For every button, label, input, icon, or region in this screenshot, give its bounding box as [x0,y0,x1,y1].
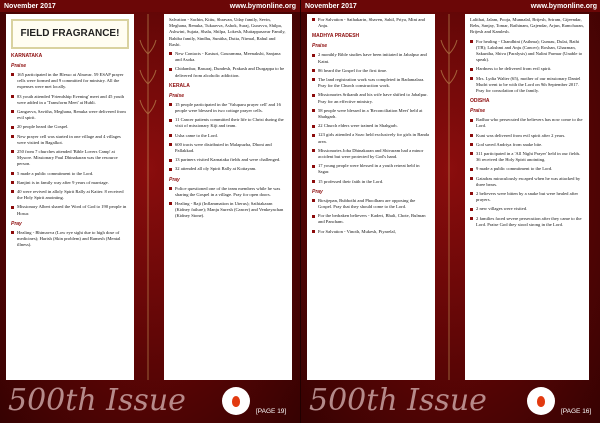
pray-list-continued [470,39,584,95]
salvation-text: Salvation - Sachin, Kittu, Shravan, Uday family, Sevin, Meghana, Renuka, Tukaavva, Ashok, Suraj, Guravva, Shilpa, Ashwini, Sujata, Shalu, Shilpa, Lokesh, Muttappasavar Family, Bahiba family, Sindhu, Sunitha, Dutta, Nirmal, Rahul and Rashi. [169,17,286,47]
list-item: God saved Andriya from snake bite. [470,142,584,148]
section-heading-odisha: ODISHA [470,98,490,105]
salvation-continued: Lalithai, Jalam, Pooja, Munnalal, Brijesh, Sriram, Gijeendar, Rebs, Sanjay, Tomar, Rathinam, Gajendar, Arjun, Ramcharan, Brijesh and Kamlesh. [470,17,584,35]
flame-icon [537,396,545,407]
header-date: November 2017 [4,2,56,10]
flame-icon [232,396,240,407]
right-column [465,14,589,380]
page-16 [300,0,600,423]
list-item: 40 were revived in alloly Spirit Rally at Kaiter. 8 received the Holy Spirit anointing. [11,189,129,201]
list-item: Healing - Raji (Inflammation in Uterus); Sathiakaran (Kidney failure); Manju Suresh (Cancer) and Venkeyachan (Kidney Stone). [169,201,287,220]
list-item: Ranjini is in family way after 9 years of marriage. [11,180,129,186]
list-item: 311 participated in a 'All Night Prayer' held in our fields. 36 received the Holy Spirit anointing. [470,151,584,163]
list-item: 250 from 7 churches attended 'Bible Lovers Camp' at Mysore. Missionary Paul Dhinakaran was the resource person. [11,149,129,168]
list-item: Usha came to the Lord. [169,133,287,139]
pray-list [169,186,287,220]
pray-list [11,230,129,249]
praise-heading: Praise [11,63,27,69]
salvation-list [312,17,430,29]
pray-heading: Pray [312,188,323,195]
section-heading-madhya-pradesh: MADHYA PRADESH [312,33,360,40]
praise-list [169,102,287,173]
ministry-logo [222,387,250,415]
list-item: For the bedraken believers - Kaderi, Bhali, Chote, Bulman and Pancham. [312,213,430,225]
list-item: 13 partners visited Karnataka fields and were challenged. [169,157,287,163]
list-item: Missionaries Srikanth and his wife have shifted to Jabalpur. Pray for an effective ministry. [312,92,430,104]
list-item: 2 new villages were visited. [470,206,584,212]
list-item: Chidambar, Basuraj, Dundesh, Prakash and Durgappa to be delivered from alcoholic addiction. [169,66,287,78]
list-item: The land registration work was completed in Badamalara. Pray for the Church construction work. [312,77,430,89]
wheat-decoration [438,14,460,380]
praise-list [312,52,430,184]
left-column [6,14,134,380]
list-item: 86 heard the Gospel for the first time. [312,68,430,74]
issue-label: 500th Issue [8,383,186,418]
list-item: 2 monthly Bible studies have been initiated in Jabalpur and Katni. [312,52,430,64]
list-item: Missionaries Joba Dhinakaran and Shivaram had a minor accident but were protected by God's hand. [312,148,430,160]
list-item: New prayer cell was started in one village and 4 villages were visited in Bagalkot. [11,134,129,146]
page-number: [PAGE 19] [256,408,287,415]
list-item: 600 tracts were distributed in Malapuzha, Dhoni and Pallakkad. [169,142,287,154]
list-item: Birsijepan, Bubbothi and Phoolham are opposing the Gospel. Pray that they should come to the Lord. [312,198,430,210]
list-item: 165 participated in the Blesso at Alnavar. 59 ESAP prayer cells were formed and 9 committed for ministry. All the expenses were met locally. [11,72,129,91]
list-item: Missionary Albert shared the Word of God to 190 people in Hosur. [11,204,129,216]
list-item: 15 professed their faith in the Lord. [312,179,430,185]
header-url: www.bymonline.org [530,2,597,10]
pray-heading: Pray [11,220,22,227]
ministry-logo [527,387,555,415]
list-item: For healing - Chandhini (Asthma); Gumau, Dulai, Bathi (TB); Lakshmi and Anju (Cancer); Roshan, Ghazman, Sakuntha, Shiva (Paralysis) and Nalini Parmar (Unable to speak). [470,39,584,64]
praise-heading: Praise [169,92,185,99]
praise-list [470,117,584,228]
pray-list [312,198,430,235]
header-date: November 2017 [305,2,357,10]
list-item: Gatadras miraculously escaped when he was attacked by three bears. [470,176,584,188]
praise-list [11,72,129,217]
wheat-decoration [137,14,159,380]
right-column [164,14,292,380]
list-item: 17 young people were blessed in a youth retreat held in Sagar. [312,163,430,175]
list-item: For Salvation - Vinoth, Mukesh, Piyarelal, [312,229,430,235]
list-item: 32 attended all oly Spirit Rally at Kottayam. [169,166,287,172]
title-box [11,19,129,49]
list-item: 11 Cancer patients committed their life to Christ during the visit of missionary Kiji and team. [169,117,287,129]
pray-list-continued [169,51,287,79]
list-item: 20 people heard the Gospel. [11,124,129,130]
praise-heading: Praise [470,108,486,115]
page-title: FIELD FRAGRANCE! [20,28,120,39]
list-item: 2 believers were bitten by a snake but were healed after prayers. [470,191,584,203]
list-item: 2 families faced severe persecution after they came to the Lord. Praise God they stood strong in the Lord. [470,216,584,228]
issue-label: 500th Issue [309,383,487,418]
list-item: Healing - Bhimavva (Low eye sight due to high dose of medicines); Harish (Skin problem) and Ramesh (Mental illness). [11,230,129,249]
pray-heading: Pray [169,176,180,183]
list-item: 15 people participated in the 'Valuparu prayer cell' and 16 people were blessed in two cottage prayer cells. [169,102,287,114]
list-item: Hardness to be delivered from evil spirit. [470,66,584,72]
list-item: 83 youth attended 'Friendship Evening' meet and 45 youth were added in a 'Transform Meet' at Hubli. [11,94,129,106]
list-item: Radhar who persecuted the believers has now come to the Lord. [470,117,584,129]
list-item: Kuni was delivered from evil spirit after 2 years. [470,133,584,139]
list-item: 58 people were blessed in a 'Reconciliation Meet' held at Shahgarh. [312,108,430,120]
page-number: [PAGE 16] [561,408,592,415]
list-item: Mrs. Lydia Walter (65), mother of our missionary Daniel Mudri went to be with the Lord on 9th September 2017. Pray for consolation of the family. [470,76,584,95]
list-item: 5 made a public commitment to the Lord. [11,171,129,177]
header-url: www.bymonline.org [229,2,296,10]
list-item: Gangavva, Savitha, Meghana, Renuka were delivered from evil spirit. [11,109,129,121]
page-header [0,0,300,12]
list-item: 22 Church elders were trained in Shahgarh. [312,123,430,129]
list-item: 123 girls attended a Sozo held exclusively for girls in Banda area. [312,132,430,144]
page-header [301,0,600,12]
left-column [307,14,435,380]
list-item: Police questioned one of the team members while he was sharing the Gospel in a village. Pray for open doors. [169,186,287,198]
section-heading-karnataka: KARNATAKA [11,53,43,59]
list-item: New Contacts - Kasturi, Gouramma, Meenakshi, Sanjana and Asoka. [169,51,287,63]
praise-heading: Praise [312,43,328,50]
list-item: For Salvation - Sathakarin, Shaven, Sahil, Priya, Mini and Anju. [312,17,430,29]
list-item: 9 made a public commitment to the Lord. [470,166,584,172]
section-heading-kerala: KERALA [169,82,190,89]
